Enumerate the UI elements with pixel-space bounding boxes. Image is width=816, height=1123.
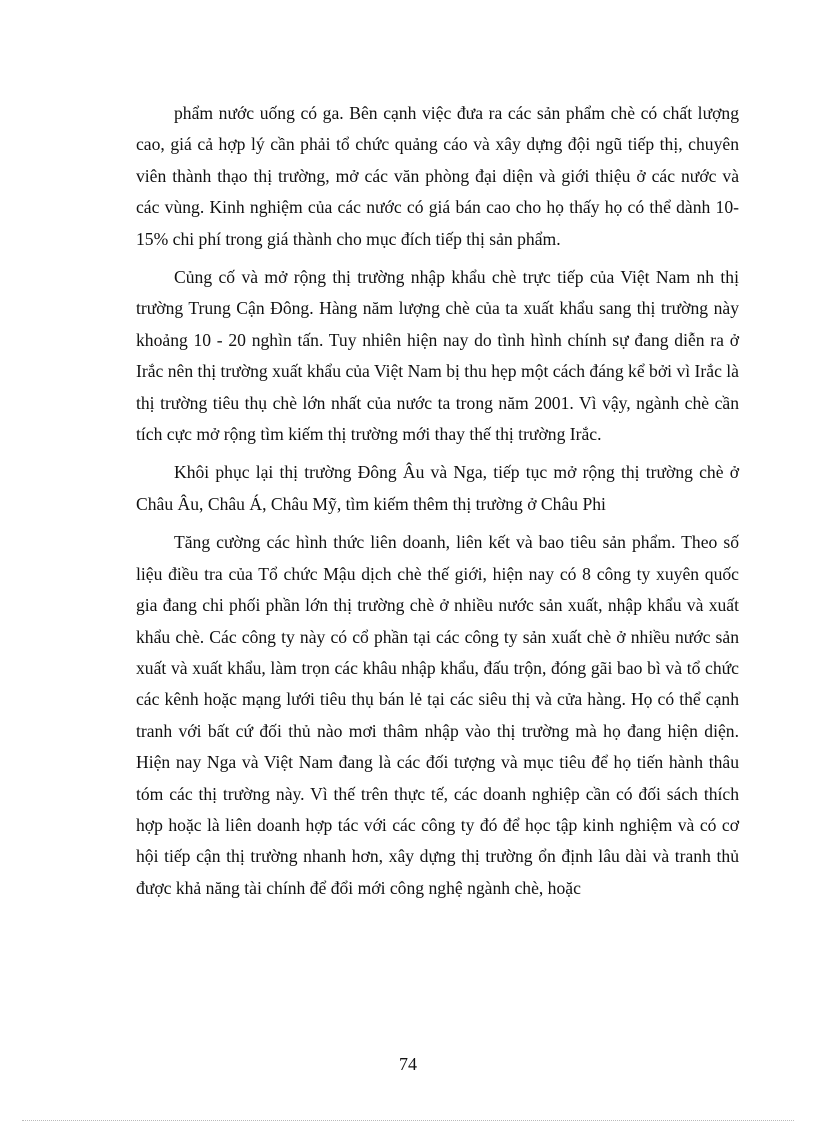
body-text xyxy=(136,98,739,911)
paragraph-4: Tăng cường các hình thức liên doanh, liên kết và bao tiêu sản phẩm. Theo số liệu điều tra của Tổ chức Mậu dịch chè thế giới, hiện nay có 8 công ty xuyên quốc gia đang chi phối phần lớn thị trường chè ở nhiều nước sản xuất, nhập khẩu và xuất khẩu chè. Các công ty này có cổ phần tại các công ty sản xuất chè ở nhiều nước sản xuất và xuất khẩu, làm trọn các khâu nhập khẩu, đấu trộn, đóng gãi bao bì và tổ chức các kênh hoặc mạng lưới tiêu thụ bán lẻ tại các siêu thị và cửa hàng. Họ có thể cạnh tranh với bất cứ đối thủ nào mơi thâm nhập vào thị trường mà họ đang hiện diện. Hiện nay Nga và Việt Nam đang là các đối tượng và mục tiêu để họ tiến hành thâu tóm các thị trường này. Vì thế trên thực tế, các doanh nghiệp cần có đối sách thích hợp hoặc là liên doanh hợp tác với các công ty đó để học tập kinh nghiệm và có cơ hội tiếp cận thị trường nhanh hơn, xây dựng thị trường ổn định lâu dài và tranh thủ được khả năng tài chính để đổi mới công nghệ ngành chè, hoặc xyxy=(136,532,739,898)
page-number: 74 xyxy=(399,1054,417,1074)
paragraph-1: phẩm nước uống có ga. Bên cạnh việc đưa ra các sản phẩm chè có chất lượng cao, giá cả hợp lý cần phải tổ chức quảng cáo và xây dựng đội ngũ tiếp thị, chuyên viên thành thạo thị trường, mở các văn phòng đại diện và giới thiệu ở các nước và các vùng. Kinh nghiệm của các nước có giá bán cao cho họ thấy họ có thể dành 10-15% chi phí trong giá thành cho mục đích tiếp thị sản phẩm. xyxy=(136,103,739,249)
paragraph-3: Khôi phục lại thị trường Đông Âu và Nga, tiếp tục mở rộng thị trường chè ở Châu Âu, Châu Á, Châu Mỹ, tìm kiếm thêm thị trường ở Châu Phi xyxy=(136,462,739,514)
paragraph-2: Củng cố và mở rộng thị trường nhập khẩu chè trực tiếp của Việt Nam nh thị trường Trung Cận Đông. Hàng năm lượng chè của ta xuất khẩu sang thị trường này khoảng 10 - 20 nghìn tấn. Tuy nhiên hiện nay do tình hình chính sự đang diễn ra ở Irắc nên thị trường xuất khẩu của Việt Nam bị thu hẹp một cách đáng kể bởi vì Irắc là thị trường tiêu thụ chè lớn nhất của nước ta trong năm 2001. Vì vậy, ngành chè cần tích cực mở rộng tìm kiếm thị trường mới thay thế thị trường Irắc. xyxy=(136,267,739,445)
page-bottom-divider xyxy=(22,1120,794,1121)
